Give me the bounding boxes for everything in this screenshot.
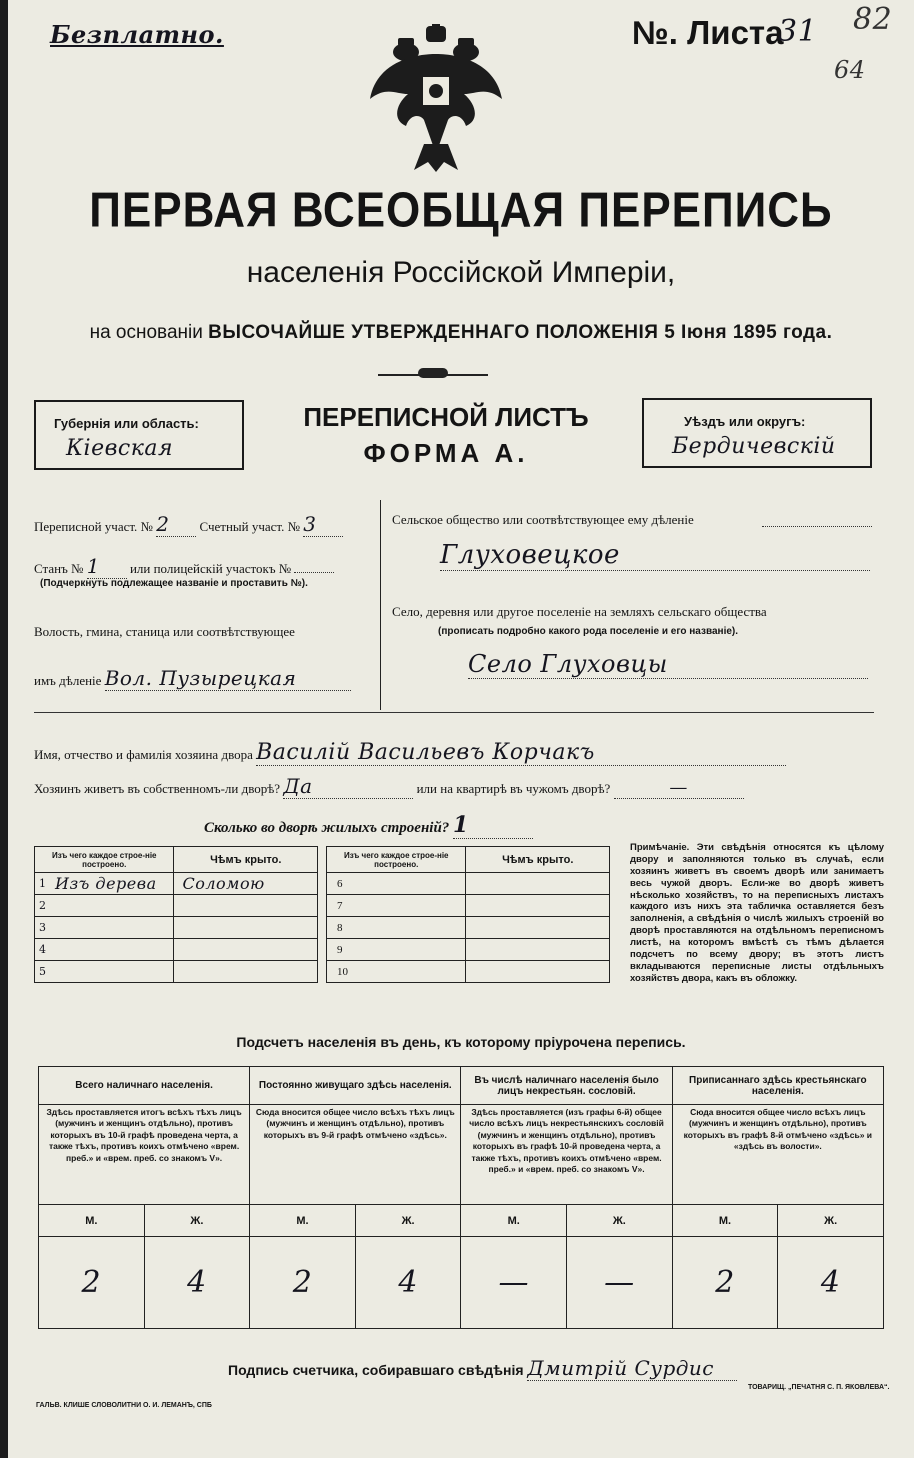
tally-col-title: Постоянно живущаго здѣсь населенія. (250, 1067, 461, 1105)
ornament-center (418, 368, 448, 378)
basis-line (8, 322, 914, 344)
volost-row (34, 666, 351, 691)
guberniya-value: Кiевская (66, 436, 174, 461)
section-divider (380, 500, 381, 710)
obshchestvo-line (762, 526, 872, 527)
sheet-number-label: №. Листа (632, 14, 784, 51)
own-yard-label: Хозяинъ живетъ въ собственномъ-ли дворѣ? (34, 781, 281, 796)
schetny-uchast-label: Счетный участ. № (199, 519, 301, 534)
obshchestvo-label: Сельское общество или соотвѣтствующее ему дѣленіе (392, 512, 694, 527)
female-header: Ж. (144, 1205, 250, 1237)
male-count: 2 (672, 1237, 778, 1329)
building-roof (466, 961, 610, 983)
tally-col-description: Сюда вносится общее число всѣхъ тѣхъ лицъ (мужчинъ и женщинъ отдѣльно), противъ которыхъ въ 9-й графѣ отмѣчено «здѣсь». (250, 1105, 461, 1205)
tally-table (38, 1066, 884, 1329)
building-roof: Соломою (174, 873, 317, 895)
police-label: или полицейскій участокъ № (129, 561, 292, 576)
female-count: 4 (355, 1237, 461, 1329)
building-material (35, 939, 174, 961)
building-number: 8 (327, 917, 466, 939)
owner-name-row (34, 740, 786, 766)
signature-value: Дмитрiй Сурдис (527, 1356, 737, 1381)
schetny-uchast-value: 3 (303, 512, 343, 537)
volost-value: Вол. Пузырецкая (105, 666, 351, 691)
building-row (35, 873, 610, 895)
basis-prefix: на основаніи (89, 322, 203, 343)
female-count: 4 (144, 1237, 250, 1329)
building-roof (466, 895, 610, 917)
male-header: М. (39, 1205, 145, 1237)
uezd-label: Уѣздъ или округъ: (684, 414, 806, 429)
main-title: ПЕРВАЯ ВСЕОБЩАЯ ПЕРЕПИСЬ (89, 183, 833, 238)
building-roof (174, 939, 317, 961)
subtitle: населенія Россійской Имперіи, (246, 256, 676, 289)
building-number: 5 (39, 965, 47, 978)
sheet-number-value: 31 (778, 14, 818, 49)
signature-label: Подпись счетчика, собиравшаго свѣдѣнія (228, 1362, 524, 1378)
uezd-box (642, 398, 872, 468)
own-yard-value: Да (283, 774, 413, 799)
perepis-uchast-row (34, 512, 343, 537)
selo-note: (прописать подробно какого рода поселеніе и его названіе). (438, 626, 739, 637)
building-number: 10 (327, 961, 466, 983)
building-material (35, 961, 174, 983)
building-number: 2 (39, 899, 47, 912)
rent-label: или на квартирѣ въ чужомъ дворѣ? (416, 781, 611, 796)
male-header: М. (250, 1205, 356, 1237)
building-material (35, 895, 174, 917)
building-number: 9 (327, 939, 466, 961)
selo-value: Село Глуховцы (468, 650, 868, 679)
form-subtitle: ФОРМА А. (363, 438, 529, 468)
form-title: ПЕРЕПИСНОЙ ЛИСТЪ (303, 402, 589, 432)
stan-note: (Подчеркнуть подлежащее названіе и проставить №). (40, 578, 308, 589)
selo-label: Село, деревня или другое поселеніе на земляхъ сельскаго общества (392, 604, 767, 619)
building-material (35, 917, 174, 939)
free-label: Безплатно. (50, 20, 224, 49)
building-number: 4 (39, 943, 47, 956)
volost-label: Волость, гмина, станица или соотвѣтствующее (34, 624, 295, 639)
building-number: 3 (39, 921, 47, 934)
owner-name-label: Имя, отчество и фамилія хозяина двора (34, 747, 253, 762)
building-material: Изъ дерева 1 (35, 873, 174, 895)
perepis-uchast-label: Переписной участ. № (34, 519, 153, 534)
tally-col-title: Въ числѣ наличнаго населенія было лицъ некрестьян. сословій. (461, 1067, 672, 1105)
stan-value: 1 (87, 554, 127, 579)
police-value (294, 572, 334, 573)
tally-col-title: Приписаннаго здѣсь крестьянскаго населенія. (672, 1067, 883, 1105)
female-count: 4 (778, 1237, 884, 1329)
building-number: 1 (39, 877, 47, 890)
uezd-value: Бердичевскiй (672, 434, 836, 459)
buildings-question-row (204, 812, 533, 839)
guberniya-box (34, 400, 244, 470)
census-sheet (8, 0, 914, 1458)
male-count: 2 (39, 1237, 145, 1329)
male-header: М. (461, 1205, 567, 1237)
printer-left: ГАЛЬВ. КЛИШЕ СЛОВОЛИТНИ О. И. ЛЕМАНЪ, СПБ (36, 1402, 212, 1409)
tally-col-description: Сюда вносится общее число всѣхъ лицъ (мужчинъ и женщинъ отдѣльно), противъ которыхъ въ графѣ 8-й отмѣчено «здѣсь» и «здѣсь въ волости». (672, 1105, 883, 1205)
signature-row (228, 1356, 737, 1381)
building-roof (466, 939, 610, 961)
female-header: Ж. (567, 1205, 673, 1237)
col-material-right: Изъ чего каждое строе-ніе построено. (327, 847, 466, 873)
owner-name-value: Василій Васильевъ Корчакъ (256, 740, 786, 766)
building-number: 7 (327, 895, 466, 917)
basis-text: ВЫСОЧАЙШЕ УТВЕРЖДЕННАГО ПОЛОЖЕНІЯ 5 Іюня 1895 года. (208, 322, 833, 343)
female-header: Ж. (778, 1205, 884, 1237)
double-headed-eagle-emblem (366, 24, 506, 174)
buildings-note: Примѣчаніе. Эти свѣдѣнія относятся къ цѣлому двору и заполняются только въ случаѣ, если хозяинъ живетъ въ своемъ дворѣ или занимаетъ весь чужой дворъ. Если-же во дворѣ живетъ нѣсколько хозяйствъ, то на переписныхъ листахъ каждого изъ нихъ эта табличка оставляется безъ заполненія, а свѣдѣнія о числѣ жилыхъ строеній во дворѣ проставляются на отдѣльномъ переписномъ листѣ, на которомъ вмѣстѣ съ тѣмъ дѣлается подсчетъ по всему двору; въ этотъ листъ вкладываются переписные листы отдѣльныхъ хозяйствъ двора, какъ въ обложку. (630, 842, 884, 984)
building-roof (174, 895, 317, 917)
tally-col-title: Всего наличнаго населенія. (39, 1067, 250, 1105)
rent-value: — (614, 777, 744, 799)
male-header: М. (672, 1205, 778, 1237)
buildings-table (34, 846, 610, 983)
building-row (35, 961, 610, 983)
male-count: 2 (250, 1237, 356, 1329)
building-roof (174, 917, 317, 939)
building-roof (174, 961, 317, 983)
buildings-answer: 1 (453, 812, 533, 839)
perepis-uchast-value: 2 (156, 512, 196, 537)
tally-col-description: Здѣсь проставляется (изъ графы 6-й) общее число всѣхъ лицъ некрестьянскихъ сословій (мужчинъ и женщинъ отдѣльно), противъ которыхъ въ графѣ 10-й проведена черта, а также тѣхъ, противъ коихъ отмѣчено «врем. преб.» и «врем. преб. со знакомъ V». (461, 1105, 672, 1205)
female-count: — (567, 1237, 673, 1329)
col-roof-left: Чѣмъ крыто. (174, 847, 317, 873)
tally-heading: Подсчетъ населенія въ день, къ которому пріурочена перепись. (236, 1034, 686, 1050)
building-row (35, 917, 610, 939)
corner-note-64: 64 (834, 56, 866, 84)
section-rule (34, 712, 874, 713)
stan-row (34, 554, 334, 579)
stan-label: Станъ № (34, 561, 84, 576)
building-row (35, 939, 610, 961)
building-row (35, 895, 610, 917)
col-material-left: Изъ чего каждое строе-ніе построено. (35, 847, 174, 873)
obshchestvo-value: Глуховецкое (440, 540, 870, 571)
male-count: — (461, 1237, 567, 1329)
buildings-question: Сколько во дворѣ жилыхъ строеній? (204, 820, 450, 836)
guberniya-label: Губернія или область: (54, 416, 199, 431)
tally-col-description: Здѣсь проставляется итогъ всѣхъ тѣхъ лицъ (мужчинъ и женщинъ отдѣльно), противъ которыхъ въ 10-й графѣ проведена черта, а также тѣхъ, противъ коихъ отмѣчено «врем. преб.» и «врем. преб. со знакомъ V». (39, 1105, 250, 1205)
building-roof (466, 873, 610, 895)
building-number: 6 (327, 873, 466, 895)
corner-note-82: 82 (853, 2, 893, 37)
female-header: Ж. (355, 1205, 461, 1237)
printer-right: ТОВАРИЩ. „ПЕЧАТНЯ С. П. ЯКОВЛЕВА“. (748, 1384, 890, 1391)
col-roof-right: Чѣмъ крыто. (466, 847, 610, 873)
building-roof (466, 917, 610, 939)
volost-label-2: имъ дѣленіе (34, 673, 102, 688)
owner-residence-row (34, 774, 744, 799)
